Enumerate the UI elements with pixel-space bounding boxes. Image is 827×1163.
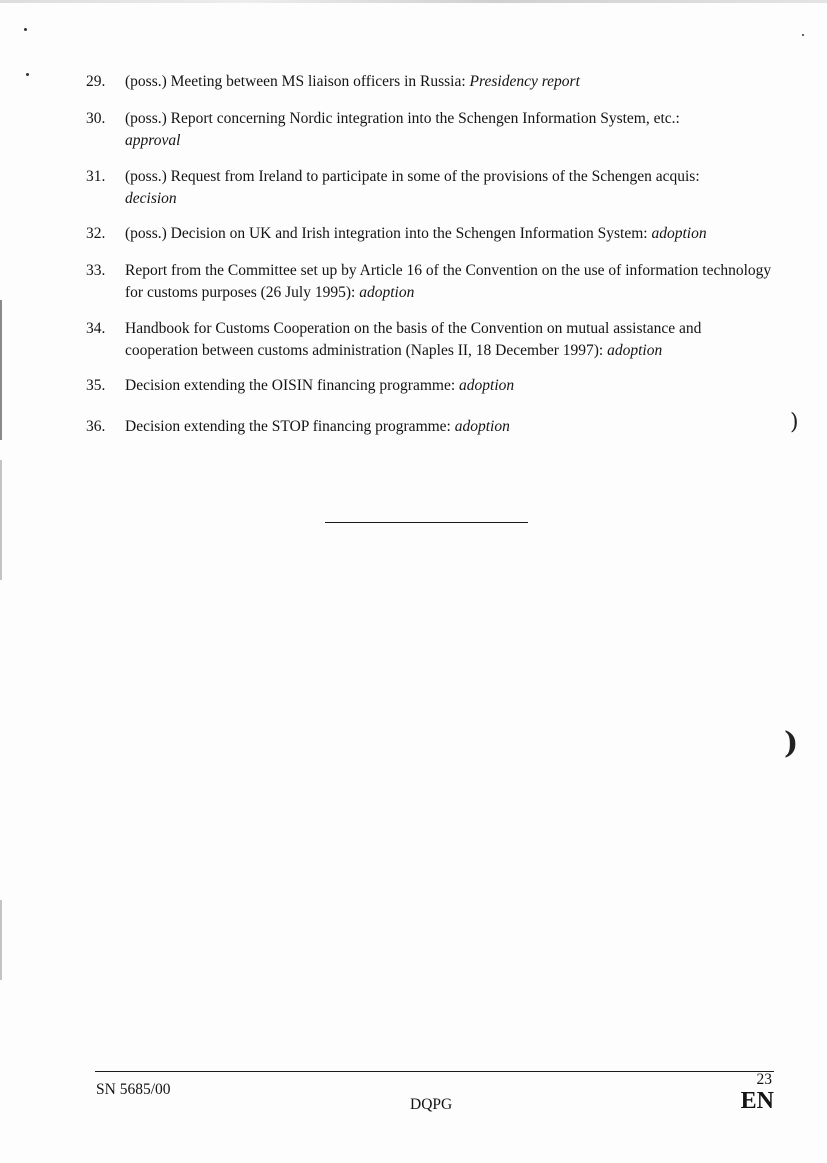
end-of-list-rule: [325, 522, 528, 523]
item-number: 32.: [86, 225, 106, 242]
item-number: 35.: [86, 377, 106, 394]
item-text: (poss.) Request from Ireland to participate in some of the provisions of the Schengen acquis: decision: [125, 168, 700, 207]
scan-speck: [802, 34, 804, 36]
item-outcome: decision: [125, 190, 177, 207]
scan-edge-artifact: [0, 0, 827, 3]
page-number: 23: [756, 1071, 772, 1088]
item-outcome: adoption: [651, 225, 707, 242]
document-reference: SN 5685/00: [96, 1081, 171, 1098]
item-outcome: Presidency report: [469, 73, 580, 90]
scan-edge-artifact: [0, 300, 2, 440]
punch-hole-mark: ): [790, 410, 799, 435]
footer-rule: [95, 1071, 774, 1072]
scan-speck: [24, 28, 27, 31]
item-text: (poss.) Meeting between MS liaison officers in Russia: Presidency report: [125, 73, 580, 90]
item-text: (poss.) Decision on UK and Irish integration into the Schengen Information System: adoption: [125, 225, 707, 242]
language-code: EN: [740, 1088, 774, 1114]
item-text: (poss.) Report concerning Nordic integration into the Schengen Information System, etc.: approval: [125, 110, 680, 149]
item-outcome: approval: [125, 132, 181, 149]
item-number: 33.: [86, 262, 106, 279]
scan-edge-artifact: [0, 460, 2, 580]
item-text: Handbook for Customs Cooperation on the basis of the Convention on mutual assistance and cooperation between customs administration (Naples II, 18 December 1997): adoption: [125, 320, 702, 359]
scan-speck: [26, 73, 29, 76]
item-outcome: adoption: [359, 284, 415, 301]
item-number: 29.: [86, 73, 106, 90]
item-outcome: adoption: [607, 342, 663, 359]
item-outcome: adoption: [459, 377, 515, 394]
item-number: 31.: [86, 168, 106, 185]
item-text: Report from the Committee set up by Article 16 of the Convention on the use of information technology for customs purposes (26 July 1995): adoption: [125, 262, 772, 301]
item-number: 36.: [86, 418, 106, 435]
item-text: Decision extending the OISIN financing programme: adoption: [125, 377, 515, 394]
scan-edge-artifact: [0, 900, 2, 980]
item-text: Decision extending the STOP financing programme: adoption: [125, 418, 510, 435]
item-outcome: adoption: [454, 418, 510, 435]
department-code: DQPG: [410, 1096, 453, 1113]
item-number: 30.: [86, 110, 106, 127]
punch-hole-mark: ): [784, 726, 799, 761]
item-number: 34.: [86, 320, 106, 337]
